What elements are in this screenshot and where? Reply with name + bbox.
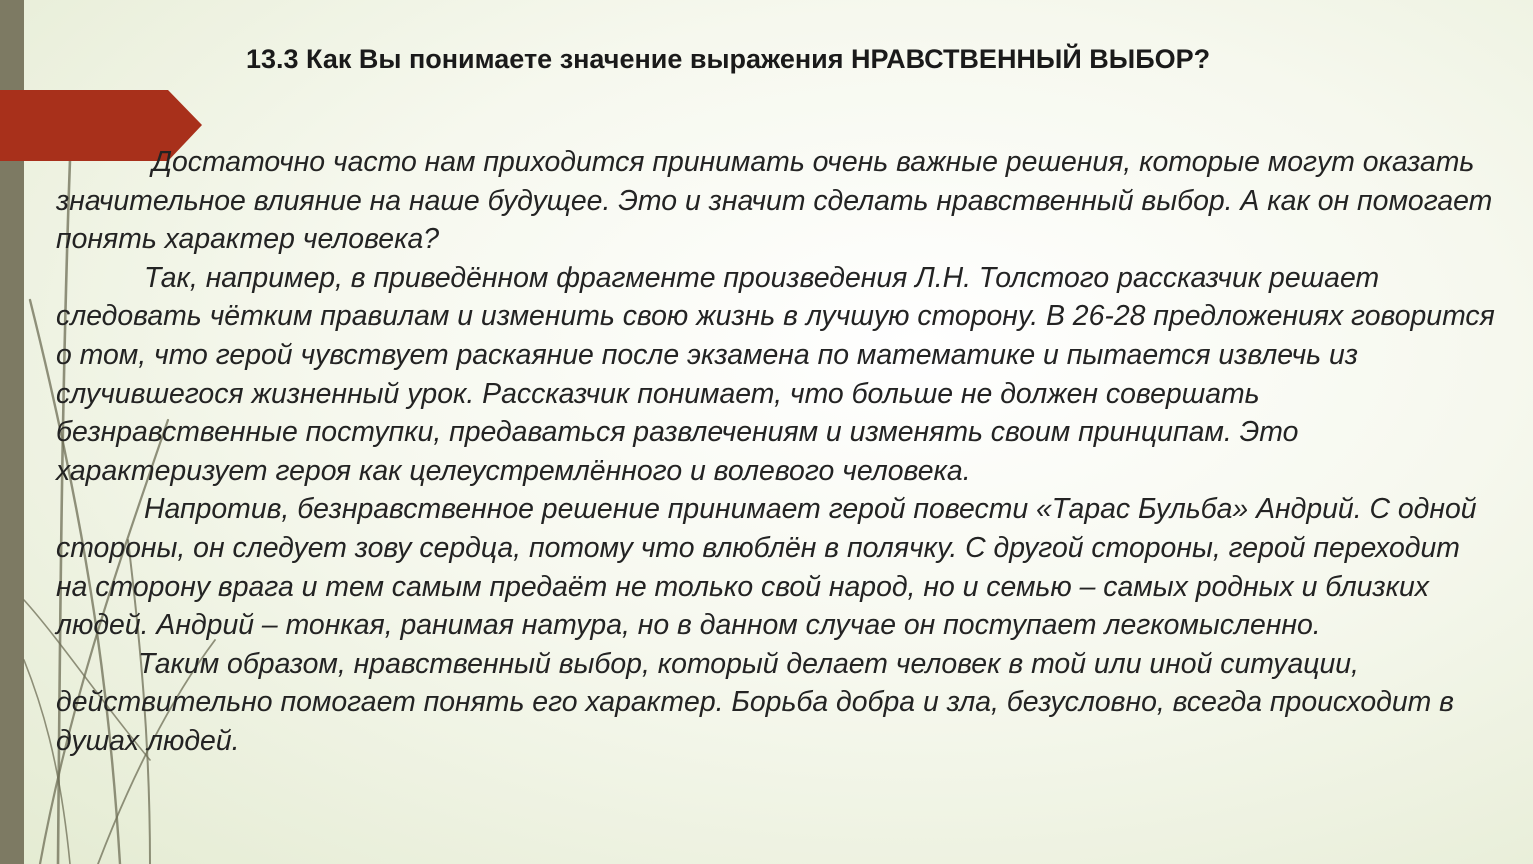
paragraph-4: Таким образом, нравственный выбор, который делает человек в той или иной ситуации, действительно помогает понять его характер. Борьба добра и зла, безусловно, всегда происходит в душах людей. bbox=[56, 647, 1454, 757]
paragraph-3: Напротив, безнравственное решение принимает герой повести «Тарас Бульба» Андрий. С одной стороны, он следует зову сердца, потому что влюблён в полячку. С другой стороны, герой переходит на сторону врага и тем самым предаёт не только свой народ, но и семью – самых родных и близких людей. Андрий – тонкая, ранимая натура, но в данном случае он поступает легкомысленно. bbox=[56, 493, 1477, 642]
body-text bbox=[56, 143, 1496, 761]
paragraph-2: Так, например, в приведённом фрагменте произведения Л.Н. Толстого рассказчик решает следовать чётким правилам и изменить свою жизнь в лучшую сторону. В 26-28 предложениях говорится о том, что герой чувствует раскаяние после экзамена по математике и пытается извлечь из случившегося жизненный урок. Рассказчик понимает, что больше не должен совершать безнравственные поступки, предаваться развлечениям и изменять своим принципам. Это характеризует героя как целеустремлённого и волевого человека. bbox=[56, 261, 1495, 487]
slide-title: 13.3 Как Вы понимаете значение выражения НРАВСТВЕННЫЙ ВЫБОР? bbox=[246, 44, 1211, 74]
paragraph-1: Достаточно часто нам приходится принимать очень важные решения, которые могут оказать значительное влияние на наше будущее. Это и значит сделать нравственный выбор. А как он помогает понять характер человека? bbox=[56, 146, 1493, 256]
